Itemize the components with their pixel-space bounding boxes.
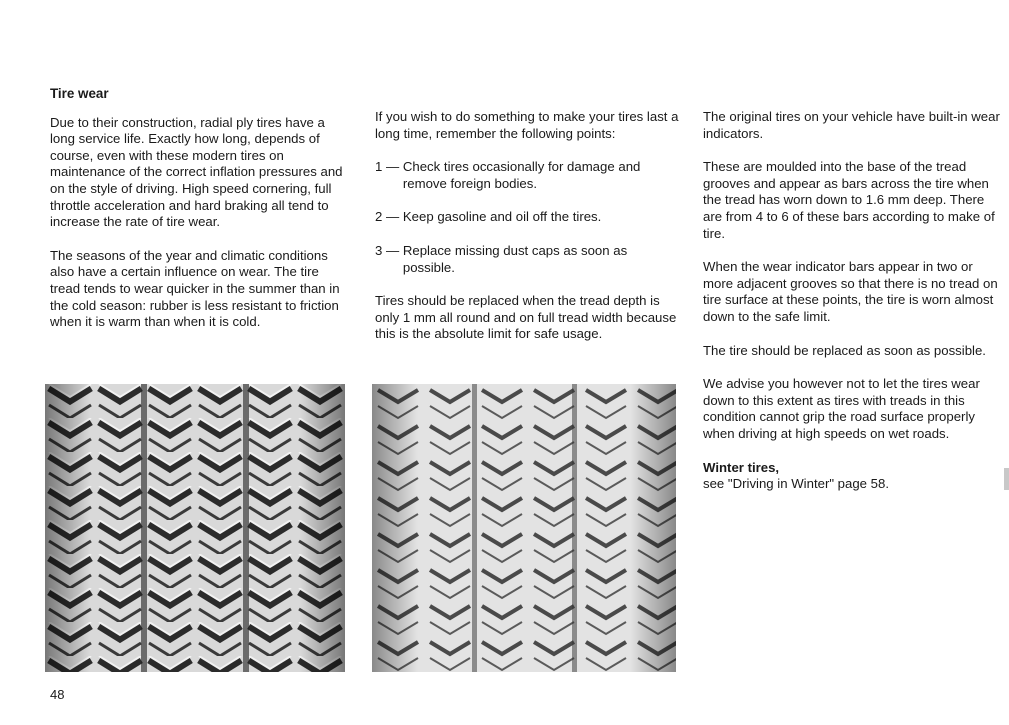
list-item-text: Keep gasoline and oil off the tires. xyxy=(402,209,602,225)
paragraph-advice: We advise you however not to let the tires wear down to this extent as tires with treads in this condition cannot grip the road surface properly when driving at high speeds on wet roads. xyxy=(703,376,980,441)
list-item-text: Replace missing dust caps as soon as possible. xyxy=(402,242,628,275)
paragraph-safe-limit: When the wear indicator bars appear in two or more adjacent grooves so that there is no tread on tire surface at these points, the tire is worn almost down to the safe limit. xyxy=(703,259,998,324)
page-number: 48 xyxy=(50,687,65,702)
tire-tread-photo-worn xyxy=(372,384,676,672)
list-item-number: 2 — xyxy=(375,209,403,225)
column-left xyxy=(50,86,350,348)
paragraph-indicators: The original tires on your vehicle have built-in wear indicators. xyxy=(703,109,1000,141)
column-right xyxy=(703,109,1003,493)
column-middle xyxy=(375,109,680,360)
list-item-number: 1 — xyxy=(375,159,403,175)
paragraph-bars: These are moulded into the base of the tread grooves and appear as bars across the tire when the tread has worn down to 1.6 mm deep. There are from 4 to 6 of these bars according to make of tire. xyxy=(703,159,995,241)
paragraph-seasons: The seasons of the year and climatic conditions also have a certain influence on wear. The tire tread tends to wear quicker in the summer than in the cold season: rubber is less resistant to friction when it is warm than when it is cold. xyxy=(50,247,340,330)
winter-tires-reference: see "Driving in Winter" page 58. xyxy=(703,476,890,492)
paragraph-replace-soon: The tire should be replaced as soon as possible. xyxy=(703,342,986,358)
paragraph-construction: Due to their construction, radial ply tires have a long service life. Exactly how long, depends of course, even with these modern tires on maintenance of the correct inflation pressures and on the style of driving. High speed cornering, full throttle acceleration and hard braking all tend to increase the rate of tire wear. xyxy=(50,114,343,230)
tire-tread-photo-new xyxy=(45,384,345,672)
list-item-number: 3 — xyxy=(375,242,403,258)
page-edge-mark xyxy=(1004,468,1009,490)
list-item xyxy=(375,209,680,226)
section-title: Tire wear xyxy=(50,86,109,101)
list-item xyxy=(375,243,680,276)
list-item xyxy=(375,159,680,192)
paragraph-intro: If you wish to do something to make your tires last a long time, remember the following points: xyxy=(375,109,679,141)
list-item-text: Check tires occasionally for damage and remove foreign bodies. xyxy=(402,159,641,191)
paragraph-replace-limit: Tires should be replaced when the tread depth is only 1 mm all round and on full tread width because this is the absolute limit for safe usage. xyxy=(375,293,677,342)
winter-tires-heading: Winter tires, xyxy=(703,459,780,475)
